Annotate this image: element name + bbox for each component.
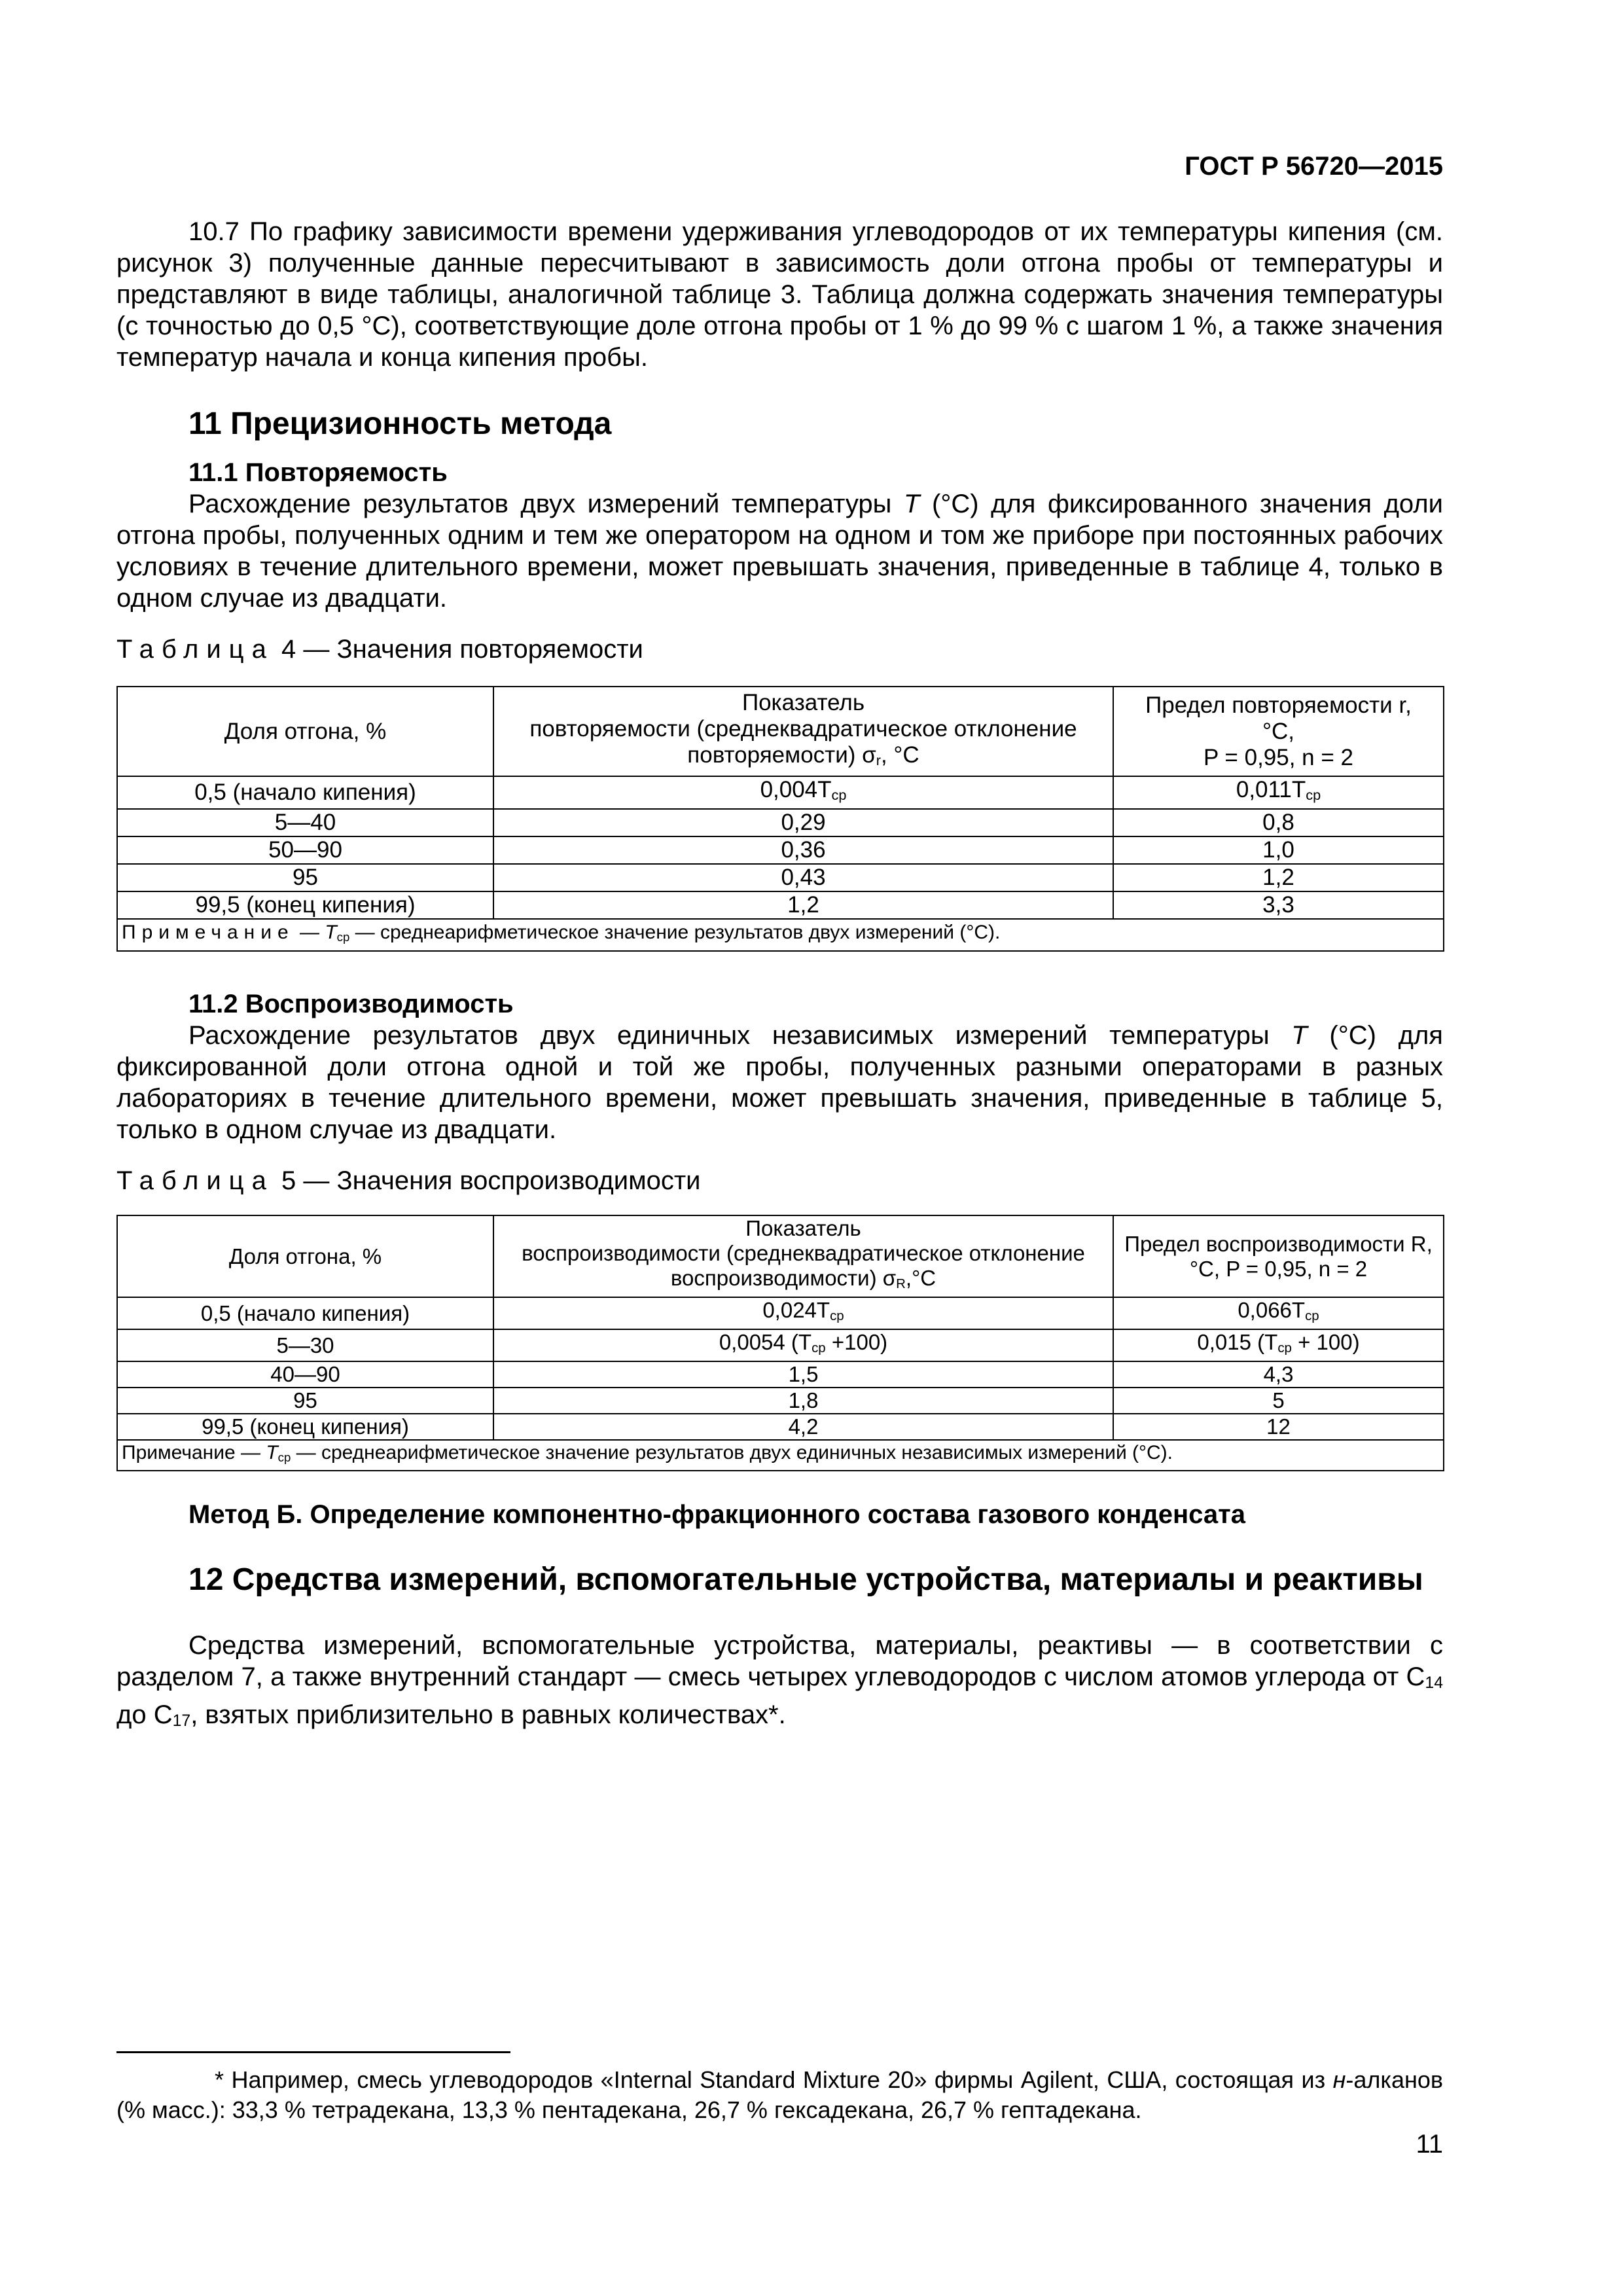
text-segment: до С <box>116 1700 173 1729</box>
table-header-row <box>117 1215 1444 1297</box>
text-segment: , взятых приблизительно в равных количествах*. <box>190 1700 786 1729</box>
cell-limit <box>1113 1329 1444 1361</box>
subscript: R <box>896 1276 906 1291</box>
footnote-italic: н <box>1332 2066 1346 2093</box>
note-label: Примечание <box>122 1442 236 1463</box>
header-text: воспроизводимости) σ <box>670 1266 897 1290</box>
cell-limit: 5 <box>1113 1388 1444 1414</box>
cell-indicator: 0,43 <box>493 864 1113 891</box>
cell-indicator: 1,5 <box>493 1361 1113 1388</box>
subscript: ср <box>1306 787 1321 803</box>
footnote-line: * Например, смесь углеводородов «Internal Standard Mixture 20» фирмы Agilent, США, состоящая из <box>215 2066 1326 2093</box>
cell-limit: 3,3 <box>1113 891 1444 919</box>
cell-text: 0,011T <box>1236 777 1306 802</box>
cell-text: +100) <box>825 1330 888 1354</box>
subscript: ср <box>831 787 847 803</box>
section-11-title: 11 Прецизионность метода <box>188 406 612 441</box>
header-cell-limit <box>1113 1215 1444 1297</box>
note-text: — среднеарифметическое значение результатов двух измерений (°C). <box>355 922 1001 943</box>
footnote <box>116 2065 1443 2125</box>
header-line: воспроизводимости (среднеквадратическое отклонение <box>522 1241 1085 1265</box>
cell-limit: 1,2 <box>1113 864 1444 891</box>
cell-indicator: 4,2 <box>493 1414 1113 1440</box>
cell-text: 0,066T <box>1238 1298 1306 1322</box>
table-row <box>117 1297 1444 1329</box>
subscript: 17 <box>172 1712 191 1730</box>
cell-limit: 0,8 <box>1113 809 1444 836</box>
header-line: Показатель <box>745 1216 861 1240</box>
text-segment: Средства измерений, вспомогательные устройства, материалы, реактивы — в соответствии с разделом 7, а также внутренний стандарт — смесь четырех углеводородов с числом атомов углерода от С <box>116 1631 1443 1691</box>
header-line: P = 0,95, n = 2 <box>1204 744 1353 770</box>
subscript: 14 <box>1425 1674 1443 1692</box>
note-text: — среднеарифметическое значение результатов двух единичных независимых измерений (°C). <box>291 1442 1173 1463</box>
section-12-text: 12 Средства измерений, вспомогательные устройства, материалы и реактивы <box>188 1562 1423 1597</box>
table-note-row <box>117 1440 1444 1471</box>
subscript: ср <box>1277 1340 1292 1355</box>
table-note <box>117 919 1444 951</box>
cell-indicator: 1,8 <box>493 1388 1113 1414</box>
text-segment: (°C) для фиксированной доли отгона одной и той же пробы, полученных разными операторами в разных лабораториях в течение длительного времени, может превышать значения, приведенные в таблице 5, только в одном случае из двадцати. <box>116 1021 1443 1144</box>
table-caption-text: 5 — Значения воспроизводимости <box>281 1166 701 1195</box>
header-line: Предел повторяемости r, <box>1145 692 1412 718</box>
cell-indicator <box>493 1329 1113 1361</box>
header-line: °C, <box>1262 718 1294 744</box>
header-line: повторяемости (среднеквадратическое отклонение <box>529 715 1077 742</box>
table-note-row <box>117 919 1444 951</box>
subsection-11-2-title: 11.2 Воспроизводимость <box>188 990 514 1018</box>
table-row <box>117 776 1444 809</box>
cell-indicator: 1,2 <box>493 891 1113 919</box>
note-label: Примечание <box>122 922 294 943</box>
table-row <box>117 809 1444 836</box>
table-row <box>117 1361 1444 1388</box>
header-cell-indicator <box>493 1215 1113 1297</box>
cell-share: 95 <box>117 864 493 891</box>
text-segment: Расхождение результатов двух измерений температуры <box>188 490 892 518</box>
table-caption-text: 4 — Значения повторяемости <box>281 635 643 664</box>
document-header: ГОСТ Р 56720—2015 <box>1185 152 1443 181</box>
cell-limit: 1,0 <box>1113 836 1444 864</box>
cell-indicator <box>493 776 1113 809</box>
page-content <box>116 216 1443 1737</box>
cell-share: 5—30 <box>117 1329 493 1361</box>
cell-text: + 100) <box>1291 1330 1360 1354</box>
section-12-title <box>116 1560 1443 1600</box>
header-text: , °C <box>880 742 919 768</box>
cell-indicator: 0,29 <box>493 809 1113 836</box>
header-line <box>498 1266 1109 1297</box>
cell-limit: 12 <box>1113 1414 1444 1440</box>
table-header-row <box>117 687 1444 776</box>
table-row <box>117 864 1444 891</box>
variable-t: T <box>1291 1021 1308 1050</box>
footnote-line: -алканов (% масс.): 33,3 % тетрадекана, 13,3 % пентадекана, 26,7 % гексадекана, 26,7 % гептадекана. <box>116 2066 1443 2123</box>
cell-share: 99,5 (конец кипения) <box>117 1414 493 1440</box>
header-cell-share: Доля отгона, % <box>117 687 493 776</box>
table-row <box>117 1388 1444 1414</box>
header-line: °C, P = 0,95, n = 2 <box>1189 1256 1368 1281</box>
subsection-11-1-text <box>116 488 1443 614</box>
table-row <box>117 1414 1444 1440</box>
table-5 <box>116 1215 1444 1471</box>
header-line: Показатель <box>741 689 865 715</box>
table-row <box>117 891 1444 919</box>
table-label: Таблица <box>116 1166 274 1195</box>
subscript: r <box>876 751 881 768</box>
cell-limit <box>1113 1297 1444 1329</box>
paragraph-10-7: 10.7 По графику зависимости времени удерживания углеводородов от их температуры кипения (см. рисунок 3) полученные данные пересчитывают в зависимость доли отгона пробы от температуры и представляют в виде таблицы, аналогичной таблице 3. Таблица должна содержать значения температуры (с точностью до 0,5 °C), соответствующие доле отгона пробы от 1 % до 99 % с шагом 1 %, а также значения температур начала и конца кипения пробы. <box>116 217 1443 372</box>
cell-indicator: 0,36 <box>493 836 1113 864</box>
cell-indicator <box>493 1297 1113 1329</box>
header-cell-share: Доля отгона, % <box>117 1215 493 1297</box>
header-line <box>498 742 1109 774</box>
footnote-divider <box>116 2051 510 2053</box>
cell-text: 0,015 (T <box>1197 1330 1278 1354</box>
table-note <box>117 1440 1444 1471</box>
cell-share: 40—90 <box>117 1361 493 1388</box>
cell-share: 95 <box>117 1388 493 1414</box>
page-number: 11 <box>1416 2130 1443 2159</box>
table-row <box>117 836 1444 864</box>
cell-limit <box>1113 776 1444 809</box>
cell-text: 0,024T <box>762 1298 830 1322</box>
table-4-caption <box>116 634 1443 665</box>
header-cell-limit <box>1113 687 1444 776</box>
header-line: Предел воспроизводимости R, <box>1124 1231 1433 1256</box>
subscript: ср <box>336 930 350 944</box>
subscript: ср <box>812 1340 826 1355</box>
table-4 <box>116 686 1444 952</box>
note-variable: — T <box>235 1442 278 1463</box>
table-5-caption <box>116 1165 1443 1196</box>
header-cell-indicator <box>493 687 1113 776</box>
subscript: ср <box>277 1450 291 1464</box>
section-12-text <box>116 1630 1443 1737</box>
cell-share: 99,5 (конец кипения) <box>117 891 493 919</box>
text-segment: (°C) для фиксированного значения доли отгона пробы, полученных одним и тем же оператором на одном и том же приборе при постоянных рабочих условиях в течение длительного времени, может превышать значения, приведенные в таблице 4, только в одном случае из двадцати. <box>116 490 1443 613</box>
header-text: повторяемости) σ <box>687 742 876 768</box>
subsection-11-2-text <box>116 1020 1443 1145</box>
method-b-title: Метод Б. Определение компонентно-фракционного состава газового конденсата <box>188 1500 1245 1529</box>
table-label: Таблица <box>116 635 274 664</box>
cell-share: 50—90 <box>117 836 493 864</box>
cell-share: 5—40 <box>117 809 493 836</box>
cell-share: 0,5 (начало кипения) <box>117 776 493 809</box>
text-segment: Расхождение результатов двух единичных независимых измерений температуры <box>188 1021 1270 1050</box>
note-variable: — T <box>300 922 337 943</box>
cell-share: 0,5 (начало кипения) <box>117 1297 493 1329</box>
cell-text: 0,004T <box>760 777 832 802</box>
header-text: ,°C <box>905 1266 936 1290</box>
subscript: ср <box>830 1308 844 1323</box>
variable-t: T <box>903 490 920 518</box>
table-row <box>117 1329 1444 1361</box>
cell-limit: 4,3 <box>1113 1361 1444 1388</box>
subscript: ср <box>1305 1308 1319 1323</box>
cell-text: 0,0054 (T <box>719 1330 812 1354</box>
subsection-11-1-title: 11.1 Повторяемость <box>188 458 448 487</box>
